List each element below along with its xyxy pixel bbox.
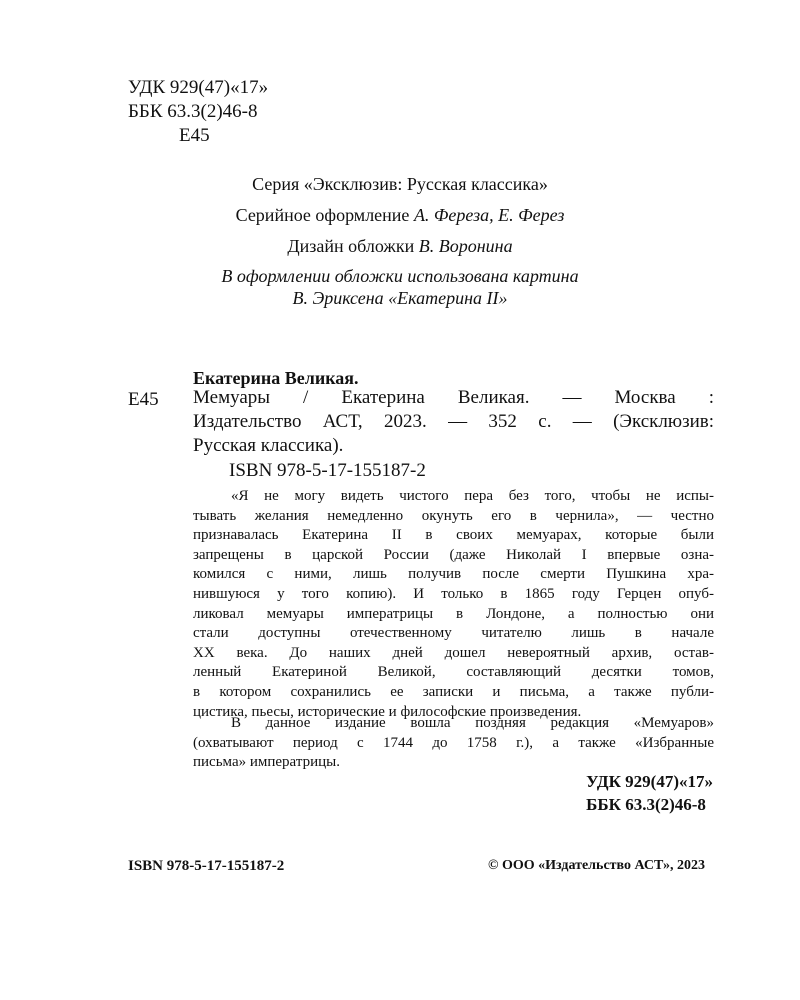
series-line: Серия «Эксклюзив: Русская классика» bbox=[252, 174, 548, 194]
bibliographic-line: Издательство АСТ, 2023. — 352 с. — (Эксклюзив: bbox=[193, 411, 714, 432]
cover-painting-line-1: В оформлении обложки использована картина bbox=[221, 266, 579, 286]
annotation-line: XX века. До наших дней дошел невероятный архив, остав- bbox=[193, 644, 714, 661]
cover-design-label: Дизайн обложки bbox=[287, 236, 419, 256]
cover-painting-line-2: В. Эриксена «Екатерина II» bbox=[292, 288, 508, 308]
annotation-paragraph-1 bbox=[193, 487, 714, 722]
footer-copyright: © ООО «Издательство АСТ», 2023 bbox=[487, 858, 705, 873]
cover-design-credit bbox=[0, 236, 800, 257]
bibliographic-author-mark: Е45 bbox=[128, 389, 159, 410]
annotation-line: стали доступны отечественному читателю лишь в начале bbox=[193, 625, 714, 642]
classification-codes-bottom bbox=[586, 770, 713, 816]
cover-design-name: В. Воронина bbox=[418, 236, 513, 256]
annotation-line: В данное издание вошла поздняя редакция «Мемуаров» bbox=[231, 715, 714, 731]
book-author: Екатерина Великая. bbox=[193, 368, 359, 388]
annotation-line: «Я не могу видеть чистого пера без того, чтобы не испы- bbox=[231, 488, 714, 504]
isbn-main: ISBN 978-5-17-155187-2 bbox=[229, 460, 426, 481]
series-design-credit bbox=[0, 205, 800, 226]
annotation-line: признавалась Екатерина II в своих мемуарах, которые были bbox=[193, 527, 714, 544]
udk-code-bottom: УДК 929(47)«17» bbox=[586, 772, 713, 791]
annotation-line: нившуюся у того копию). И только в 1865 году Герцен опуб- bbox=[193, 585, 714, 602]
annotation-line: цистика, пьесы, исторические и философские произведения. bbox=[193, 703, 582, 720]
annotation-line: ленный Екатериной Великой, составляющий десятки томов, bbox=[193, 664, 714, 681]
annotation-line: тывать желания немедленно окунуть его в чернила», — честно bbox=[193, 507, 714, 524]
series-design-label: Серийное оформление bbox=[235, 205, 414, 225]
series-design-names: А. Фереза, Е. Ферез bbox=[413, 205, 565, 225]
classification-codes-top bbox=[128, 76, 268, 148]
annotation-line: (охватывают период с 1744 до 1758 г.), а также «Избранные bbox=[193, 734, 714, 751]
annotation-line: в котором сохранились ее записки и письма, а также публи- bbox=[193, 683, 714, 700]
annotation-line: комился с ними, лишь получив после смерти Пушкина хра- bbox=[193, 566, 714, 583]
bibliographic-line: Мемуары / Екатерина Великая. — Москва : bbox=[193, 387, 714, 408]
footer-isbn: ISBN 978-5-17-155187-2 bbox=[128, 858, 285, 874]
bibliographic-description bbox=[193, 386, 714, 458]
annotation-line: ликовал мемуары императрицы в Лондоне, а полностью они bbox=[193, 605, 714, 622]
bibliographic-line: Русская классика). bbox=[193, 435, 344, 456]
annotation-line: запрещены в царской России (даже Николай I впервые озна- bbox=[193, 546, 714, 563]
bbk-code: ББК 63.3(2)46-8 bbox=[128, 101, 258, 122]
bbk-code-bottom: ББК 63.3(2)46-8 bbox=[586, 795, 706, 814]
udk-code: УДК 929(47)«17» bbox=[128, 77, 269, 98]
annotation-paragraph-2 bbox=[193, 714, 714, 773]
annotation-line: письма» императрицы. bbox=[193, 754, 340, 771]
author-mark: Е45 bbox=[179, 125, 210, 146]
